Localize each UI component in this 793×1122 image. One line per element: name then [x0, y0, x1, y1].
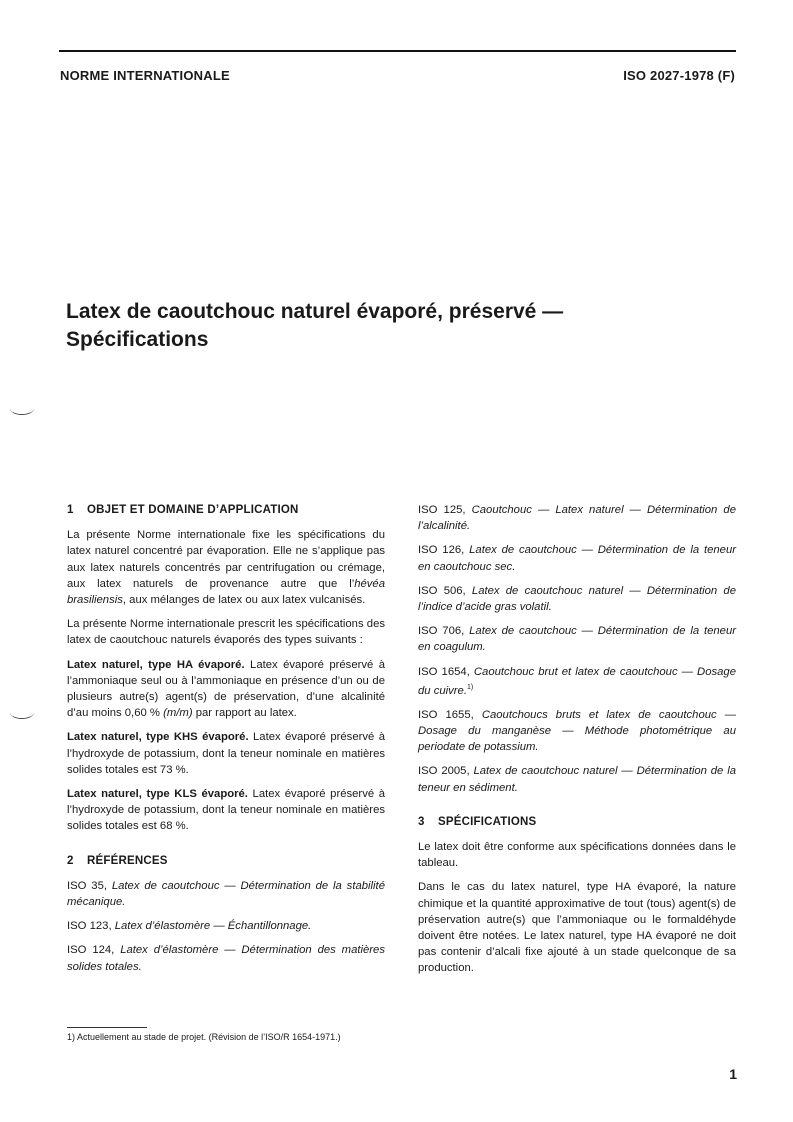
header-rule: [59, 50, 736, 52]
reference-item: ISO 124, Latex d’élastomère — Détermination des matières solides totales.: [67, 944, 385, 973]
reference-item: ISO 126, Latex de caoutchouc — Détermination de la teneur en caoutchouc sec.: [418, 544, 736, 573]
section-3-paragraph-2: Dans le cas du latex naturel, type HA évaporé, la nature chimique et la quantité approximative de tout (tous) agent(s) de préservation autre(s) que l’ammoniaque ou le formaldéhyde doivent être notées. Le latex naturel, type HA évaporé ne doit pas contenir d’alcali fixe ajouté à un stade quelconque de sa production.: [418, 881, 736, 975]
type-ha-paragraph: Latex naturel, type HA évaporé. Latex évaporé préservé à l’ammoniaque seul ou à l’ammoniaque en présence d’un ou de plusieurs autre(s) agent(s) de préservation, d’une alcalinité d’au moins 0,60 % (m/m) par rapport au latex.: [67, 658, 385, 720]
header-right: ISO 2027-1978 (F): [623, 68, 735, 83]
section-1-paragraph-2: La présente Norme internationale prescrit les spécifications des latex de caoutchouc naturels évaporés des types suivants :: [67, 618, 385, 647]
footnote-reference: 1): [466, 683, 474, 691]
section-3-heading: 3 SPÉCIFICATIONS: [418, 815, 537, 828]
section-2-heading: 2 RÉFÉRENCES: [67, 854, 168, 867]
page-number: 1: [729, 1066, 737, 1082]
section-1-heading: 1 OBJET ET DOMAINE D’APPLICATION: [67, 504, 299, 516]
header-left: NORME INTERNATIONALE: [60, 68, 230, 83]
title-line-2: Spécifications: [66, 328, 209, 351]
reference-item: ISO 706, Latex de caoutchouc — Détermination de la teneur en coagulum.: [418, 625, 736, 654]
margin-punch-mark-icon: [10, 706, 34, 719]
margin-punch-mark-icon: [10, 402, 34, 415]
reference-item: ISO 1654, Caoutchouc brut et latex de caoutchouc — Dosage du cuivre.$^{1)}$: [418, 665, 736, 697]
reference-item: ISO 125, Caoutchouc — Latex naturel — Détermination de l’alcalinité.: [418, 504, 736, 533]
section-3-paragraph-1: Le latex doit être conforme aux spécifications données dans le tableau.: [418, 841, 736, 870]
right-column: [418, 502, 736, 985]
reference-item: ISO 123, Latex d’élastomère — Échantillonnage.: [67, 920, 312, 933]
title-line-1: Latex de caoutchouc naturel évaporé, préservé —: [66, 300, 564, 323]
reference-item: ISO 506, Latex de caoutchouc naturel — Détermination de l’indice d’acide gras volatil.: [418, 584, 736, 614]
footnote-rule: [67, 1027, 147, 1028]
section-1-paragraph-1: La présente Norme internationale fixe les spécifications du latex naturel concentré par évaporation. Elle ne s’applique pas aux latex naturels concentrés par centrifugation ou crémage, aux latex naturels de provenance autre que l’hévéa brasiliensis, aux mélanges de latex ou aux latex vulcanisés.: [67, 529, 385, 607]
reference-item: ISO 2005, Latex de caoutchouc naturel — Détermination de la teneur en sédiment.: [418, 765, 736, 794]
reference-item: ISO 35, Latex de caoutchouc — Détermination de la stabilité mécanique.: [67, 879, 385, 909]
type-khs-paragraph: Latex naturel, type KHS évaporé. Latex évaporé préservé à l’hydroxyde de potassium, dont la teneur nominale en matières solides totales est 73 %.: [67, 731, 386, 776]
left-column: [67, 502, 385, 983]
reference-item: ISO 1655, Caoutchoucs bruts et latex de caoutchouc — Dosage du manganèse — Méthode photométrique au periodate de potassium.: [418, 708, 737, 754]
document-title: [66, 298, 563, 354]
footnote: 1) Actuellement au stade de projet. (Révision de l’ISO/R 1654-1971.): [67, 1032, 341, 1042]
type-kls-paragraph: Latex naturel, type KLS évaporé. Latex évaporé préservé à l’hydroxyde de potassium, dont la teneur nominale en matières solides totales est 68 %.: [67, 788, 385, 833]
